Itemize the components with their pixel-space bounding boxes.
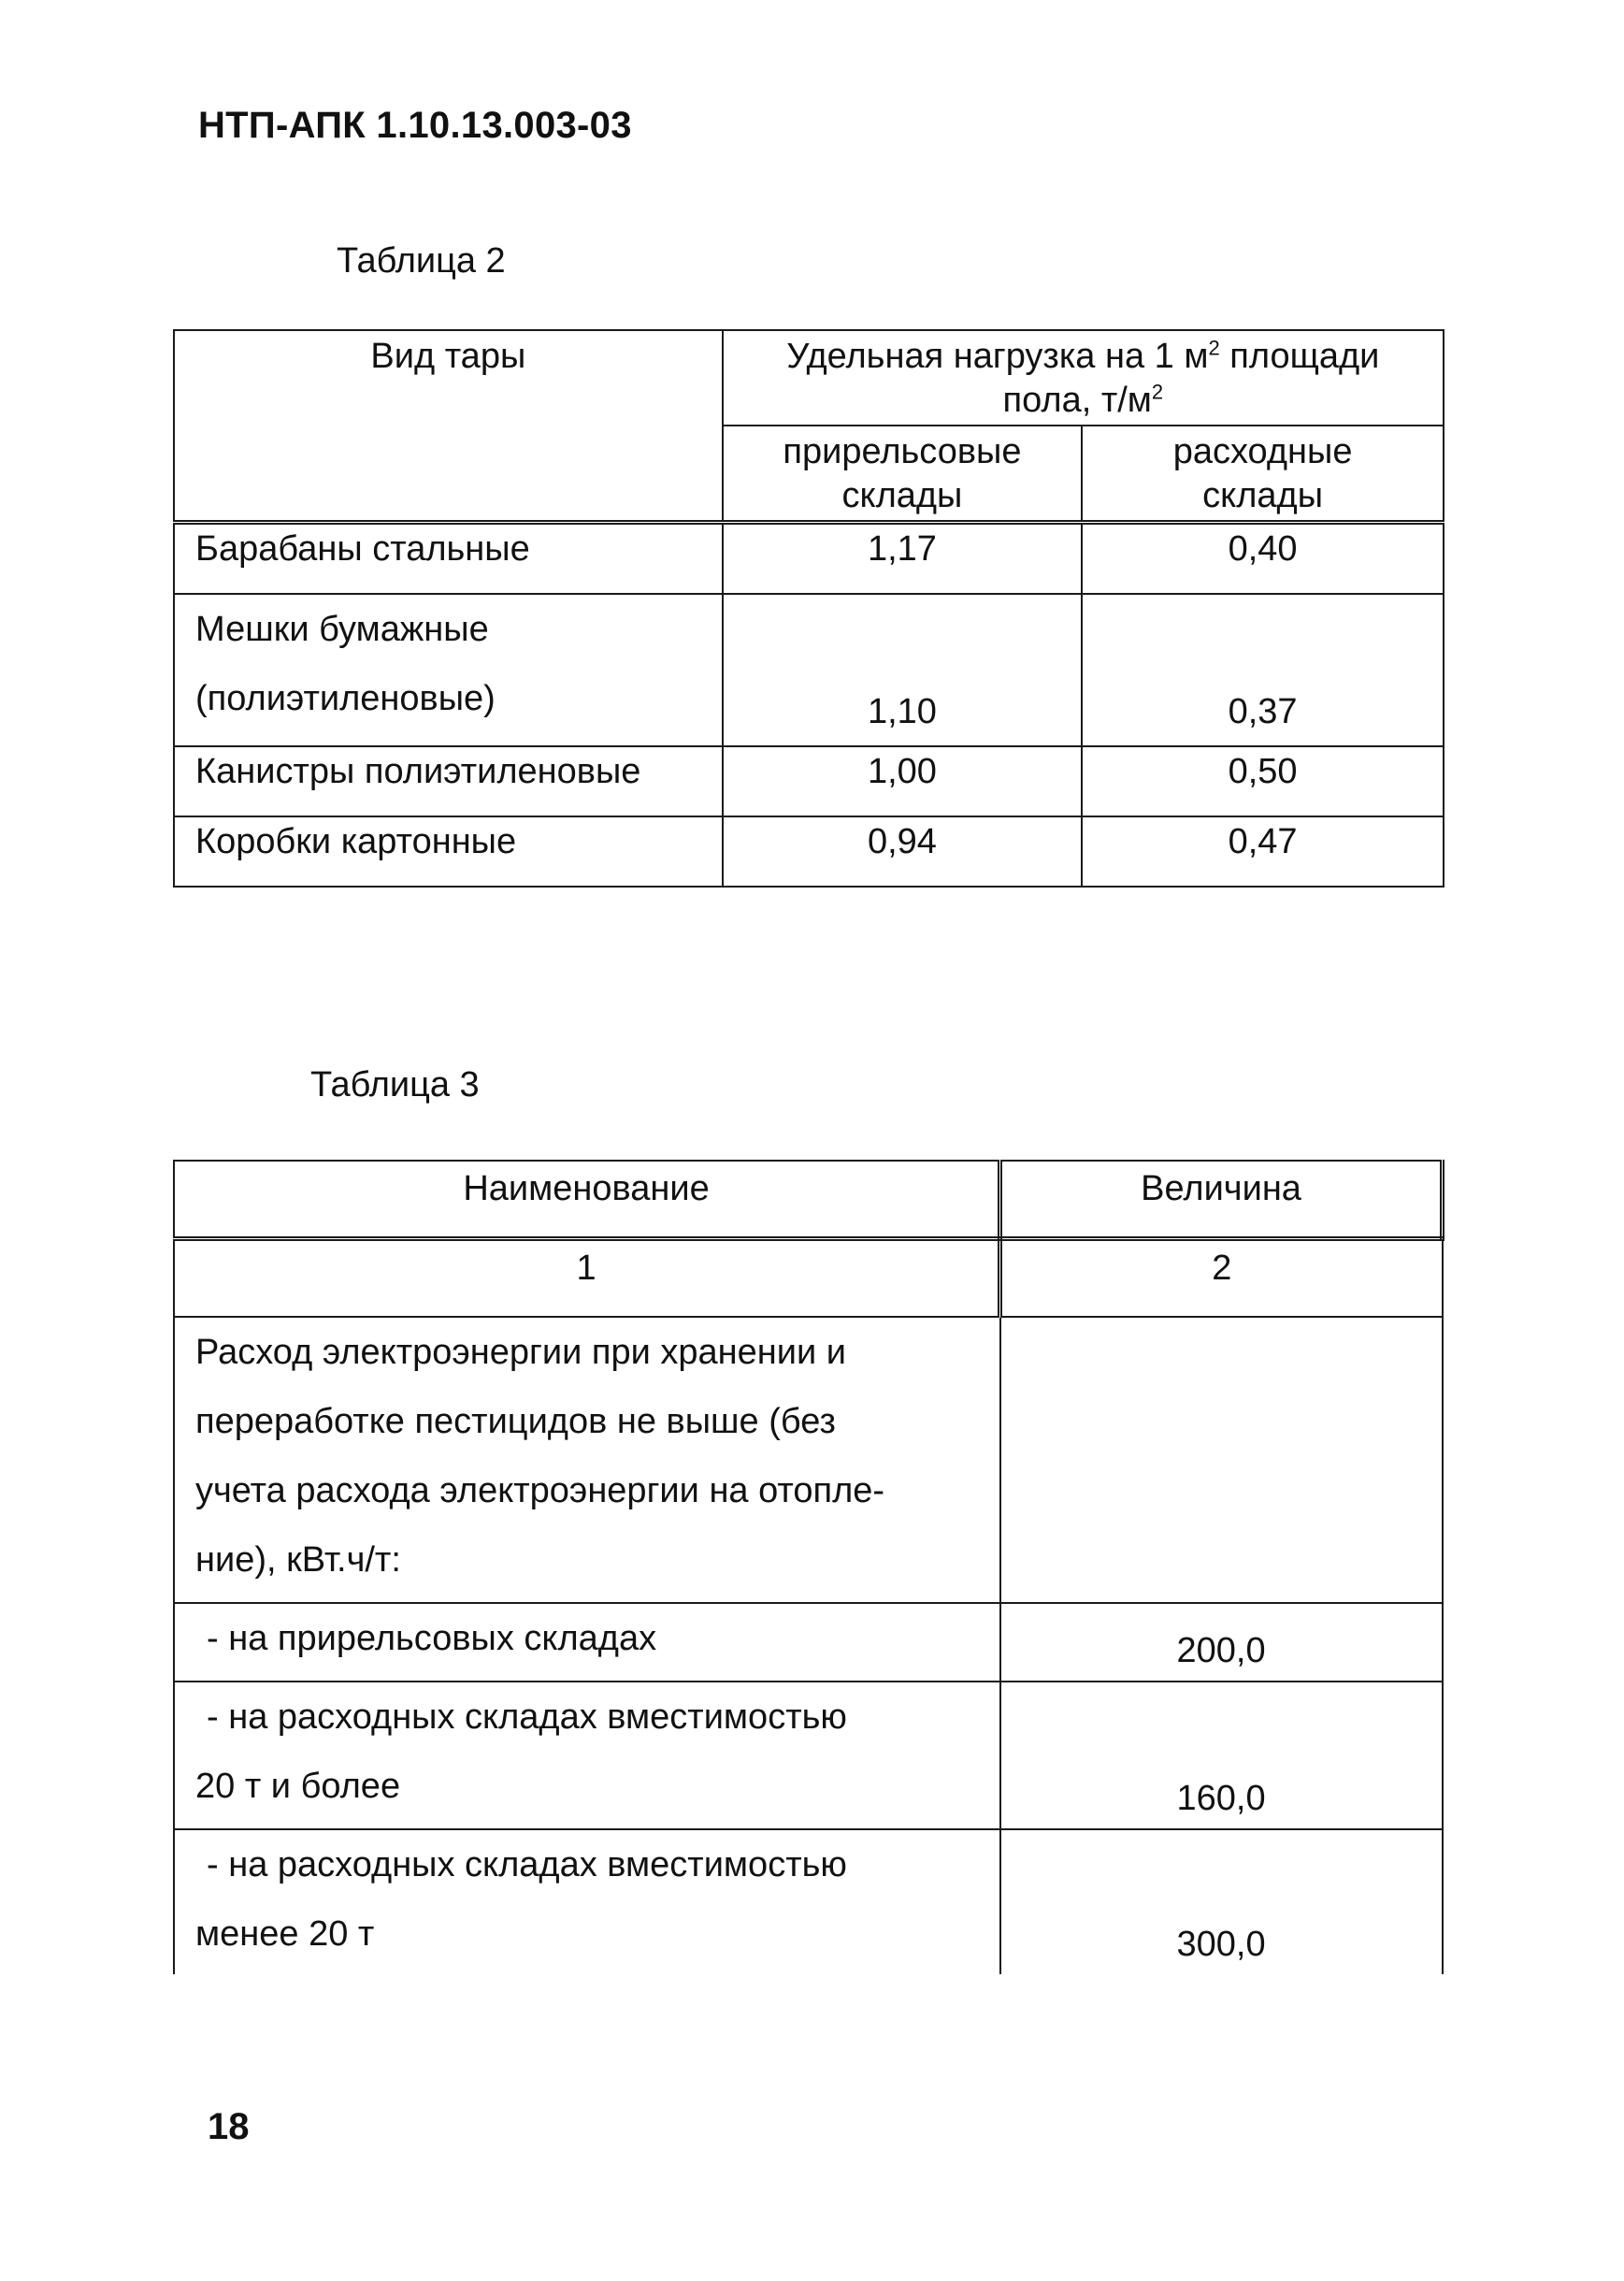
- table-2: [173, 329, 1444, 888]
- packaging-name-line1: Мешки бумажные: [195, 610, 489, 649]
- description-line2: переработке пестицидов не выше (без: [195, 1402, 836, 1441]
- parameter-description: [174, 1317, 1000, 1603]
- consumable-value: 0,50: [1082, 746, 1444, 816]
- table-row: [174, 746, 1444, 816]
- parameter-value: 300,0: [1000, 1829, 1443, 1974]
- parameter-value: 200,0: [1000, 1603, 1443, 1682]
- header-name: Наименование: [174, 1161, 1000, 1239]
- table-row: [174, 816, 1444, 887]
- table-row: [174, 1682, 1443, 1829]
- table-2-caption: Таблица 2: [337, 241, 506, 281]
- header-value: Величина: [1000, 1161, 1443, 1239]
- header-load-text: Удельная нагрузка на 1 м: [786, 337, 1209, 376]
- header-specific-load: [723, 330, 1444, 426]
- consumable-value: 0,47: [1082, 816, 1444, 887]
- packaging-name: Канистры полиэтиленовые: [174, 746, 723, 816]
- header-load-text2: площади: [1219, 337, 1380, 376]
- description-line4: ние), кВт.ч/т:: [195, 1540, 401, 1580]
- parameter-description: - на прирельсовых складах: [174, 1603, 1000, 1682]
- parameter-description: [174, 1829, 1000, 1974]
- header-packaging-type: [174, 330, 723, 523]
- description-line1: - на расходных складах вместимостью: [207, 1697, 847, 1737]
- rail-value: 1,10: [723, 594, 1083, 746]
- packaging-name: Барабаны стальные: [174, 523, 723, 595]
- header-load-sup2: 2: [1151, 380, 1164, 404]
- header-load-sup: 2: [1208, 336, 1220, 360]
- consumable-value: 0,37: [1082, 594, 1444, 746]
- description-line1: Расход электроэнергии при хранении и: [195, 1333, 847, 1372]
- packaging-name: [174, 594, 723, 746]
- page-number: 18: [208, 2106, 250, 2147]
- rail-value: 1,00: [723, 746, 1083, 816]
- table-3: [173, 1160, 1444, 1974]
- packaging-name-line2: (полиэтиленовые): [195, 679, 496, 718]
- table-row: [174, 1317, 1443, 1603]
- description-line2: менее 20 т: [195, 1914, 375, 1954]
- header-rail-label: прирельсовые склады: [783, 432, 1022, 516]
- parameter-value: 160,0: [1000, 1682, 1443, 1829]
- header-consumable-label: расходные склады: [1172, 432, 1353, 516]
- header-consumable-warehouses: [1082, 426, 1444, 523]
- rail-value: 1,17: [723, 523, 1083, 595]
- column-number-2: 2: [1000, 1239, 1443, 1318]
- header-rail-warehouses: [723, 426, 1083, 523]
- header-packaging-type-label: Вид тары: [370, 337, 526, 376]
- consumable-value: 0,40: [1082, 523, 1444, 595]
- packaging-name: Коробки картонные: [174, 816, 723, 887]
- description-line2: 20 т и более: [195, 1767, 401, 1806]
- parameter-value-empty: [1000, 1317, 1443, 1603]
- description-line3: учета расхода электроэнергии на отопле-: [195, 1471, 885, 1510]
- description-line1: - на расходных складах вместимостью: [207, 1845, 847, 1884]
- table-row: [174, 594, 1444, 746]
- table-row: [174, 523, 1444, 595]
- header-load-text3: пола, т/м: [1002, 381, 1152, 421]
- document-code: НТП-АПК 1.10.13.003-03: [198, 105, 632, 146]
- column-number-1: 1: [174, 1239, 1000, 1318]
- table-row: [174, 1829, 1443, 1974]
- rail-value: 0,94: [723, 816, 1083, 887]
- parameter-description: [174, 1682, 1000, 1829]
- table-3-caption: Таблица 3: [310, 1065, 480, 1104]
- table-row: [174, 1603, 1443, 1682]
